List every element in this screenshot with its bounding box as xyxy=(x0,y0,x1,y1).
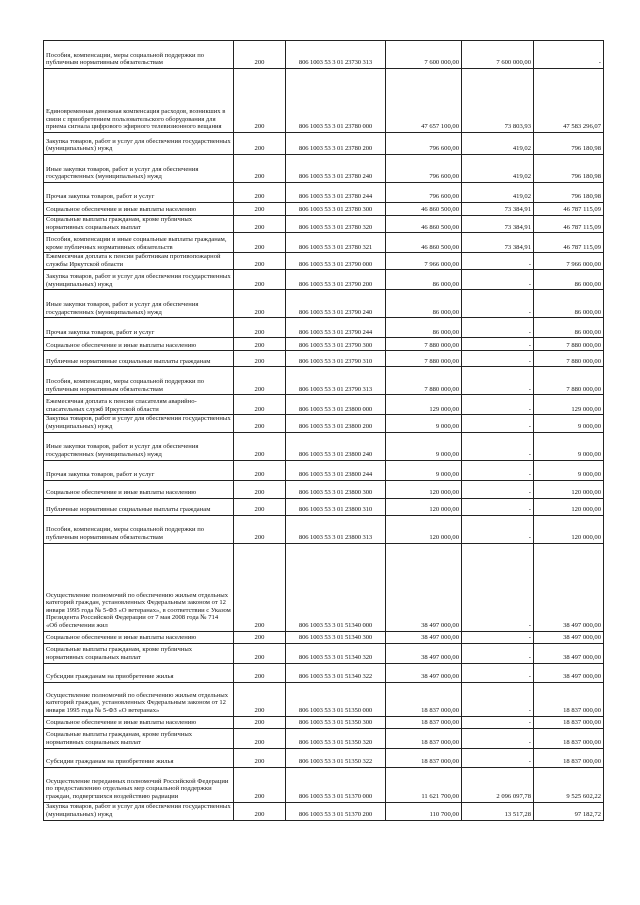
budget-classification-code-cell: 806 1003 53 3 01 51370 200 xyxy=(286,802,386,820)
remaining-amount-cell: 796 180,98 xyxy=(534,183,604,203)
budget-classification-code-cell: 806 1003 53 3 01 51350 320 xyxy=(286,728,386,748)
line-code-cell: 200 xyxy=(234,643,286,663)
table-row xyxy=(44,415,604,432)
table-row xyxy=(44,155,604,183)
budget-classification-code-cell: 806 1003 53 3 01 23800 313 xyxy=(286,515,386,543)
expense-name-cell: Социальные выплаты гражданам, кроме публичных нормативных социальных выплат xyxy=(44,728,234,748)
remaining-amount-cell: 9 000,00 xyxy=(534,432,604,460)
line-code-cell: 200 xyxy=(234,415,286,432)
line-code-cell: 200 xyxy=(234,395,286,415)
line-code-cell: 200 xyxy=(234,270,286,290)
line-code-cell: 200 xyxy=(234,432,286,460)
line-code-cell: 200 xyxy=(234,748,286,767)
remaining-amount-cell: 86 000,00 xyxy=(534,270,604,290)
remaining-amount-cell: 38 497 000,00 xyxy=(534,643,604,663)
expense-name-cell: Социальное обеспечение и иные выплаты населению xyxy=(44,480,234,498)
executed-amount-cell: - xyxy=(462,460,534,480)
budget-classification-code-cell: 806 1003 53 3 01 23790 240 xyxy=(286,290,386,318)
executed-amount-cell: - xyxy=(462,543,534,631)
expense-name-cell: Социальные выплаты гражданам, кроме публичных нормативных социальных выплат xyxy=(44,643,234,663)
approved-amount-cell: 18 837 000,00 xyxy=(386,728,462,748)
remaining-amount-cell: 120 000,00 xyxy=(534,498,604,515)
line-code-cell: 200 xyxy=(234,69,286,133)
expense-name-cell: Социальное обеспечение и иные выплаты населению xyxy=(44,338,234,351)
approved-amount-cell: 7 880 000,00 xyxy=(386,351,462,367)
table-body xyxy=(44,41,604,821)
expense-name-cell: Осуществление переданных полномочий Российской Федерации по предоставлению отдельных мер социальной поддержки граждан, подвергшихся воздействию радиации xyxy=(44,767,234,802)
remaining-amount-cell: 9 000,00 xyxy=(534,460,604,480)
approved-amount-cell: 11 621 700,00 xyxy=(386,767,462,802)
table-row xyxy=(44,631,604,643)
table-row xyxy=(44,543,604,631)
expense-name-cell: Пособия, компенсации и иные социальные выплаты гражданам, кроме публичных нормативных обязательств xyxy=(44,233,234,253)
expense-name-cell: Прочая закупка товаров, работ и услуг xyxy=(44,318,234,338)
budget-classification-code-cell: 806 1003 53 3 01 51350 322 xyxy=(286,748,386,767)
table-row xyxy=(44,748,604,767)
line-code-cell: 200 xyxy=(234,515,286,543)
budget-classification-code-cell: 806 1003 53 3 01 23790 313 xyxy=(286,367,386,395)
approved-amount-cell: 796 600,00 xyxy=(386,133,462,155)
table-row xyxy=(44,290,604,318)
approved-amount-cell: 120 000,00 xyxy=(386,498,462,515)
budget-classification-code-cell: 806 1003 53 3 01 23800 310 xyxy=(286,498,386,515)
budget-classification-code-cell: 806 1003 53 3 01 23790 310 xyxy=(286,351,386,367)
executed-amount-cell: - xyxy=(462,367,534,395)
expense-name-cell: Публичные нормативные социальные выплаты гражданам xyxy=(44,498,234,515)
budget-classification-code-cell: 806 1003 53 3 01 23780 200 xyxy=(286,133,386,155)
budget-classification-code-cell: 806 1003 53 3 01 51350 000 xyxy=(286,682,386,716)
executed-amount-cell: 2 096 097,78 xyxy=(462,767,534,802)
executed-amount-cell: - xyxy=(462,663,534,682)
line-code-cell: 200 xyxy=(234,290,286,318)
remaining-amount-cell: 9 525 602,22 xyxy=(534,767,604,802)
expense-name-cell: Субсидии гражданам на приобретение жилья xyxy=(44,748,234,767)
approved-amount-cell: 38 497 000,00 xyxy=(386,543,462,631)
line-code-cell: 200 xyxy=(234,253,286,270)
expense-name-cell: Иные закупки товаров, работ и услуг для обеспечения государственных (муниципальных) нужд xyxy=(44,432,234,460)
line-code-cell: 200 xyxy=(234,460,286,480)
approved-amount-cell: 796 600,00 xyxy=(386,155,462,183)
budget-classification-code-cell: 806 1003 53 3 01 23780 320 xyxy=(286,216,386,233)
expense-name-cell: Публичные нормативные социальные выплаты гражданам xyxy=(44,351,234,367)
expense-name-cell: Прочая закупка товаров, работ и услуг xyxy=(44,460,234,480)
approved-amount-cell: 46 860 500,00 xyxy=(386,216,462,233)
line-code-cell: 200 xyxy=(234,133,286,155)
expense-name-cell: Ежемесячная доплата к пенсии работникам противопожарной службы Иркутской области xyxy=(44,253,234,270)
line-code-cell: 200 xyxy=(234,183,286,203)
approved-amount-cell: 38 497 000,00 xyxy=(386,663,462,682)
budget-classification-code-cell: 806 1003 53 3 01 23790 300 xyxy=(286,338,386,351)
line-code-cell: 200 xyxy=(234,663,286,682)
executed-amount-cell: - xyxy=(462,682,534,716)
line-code-cell: 200 xyxy=(234,318,286,338)
budget-execution-table-page xyxy=(43,40,603,821)
budget-classification-code-cell: 806 1003 53 3 01 23800 300 xyxy=(286,480,386,498)
executed-amount-cell: 419,02 xyxy=(462,155,534,183)
table-row xyxy=(44,682,604,716)
table-row xyxy=(44,767,604,802)
remaining-amount-cell: 18 837 000,00 xyxy=(534,682,604,716)
budget-classification-code-cell: 806 1003 53 3 01 23730 313 xyxy=(286,41,386,69)
table-row xyxy=(44,133,604,155)
remaining-amount-cell: 120 000,00 xyxy=(534,515,604,543)
executed-amount-cell: - xyxy=(462,480,534,498)
budget-classification-code-cell: 806 1003 53 3 01 51340 300 xyxy=(286,631,386,643)
budget-classification-code-cell: 806 1003 53 3 01 23800 000 xyxy=(286,395,386,415)
approved-amount-cell: 129 000,00 xyxy=(386,395,462,415)
budget-classification-code-cell: 806 1003 53 3 01 51340 000 xyxy=(286,543,386,631)
table-row xyxy=(44,367,604,395)
remaining-amount-cell: 47 583 296,07 xyxy=(534,69,604,133)
expense-name-cell: Социальное обеспечение и иные выплаты населению xyxy=(44,716,234,728)
line-code-cell: 200 xyxy=(234,682,286,716)
budget-classification-code-cell: 806 1003 53 3 01 23780 240 xyxy=(286,155,386,183)
remaining-amount-cell: 86 000,00 xyxy=(534,290,604,318)
budget-classification-code-cell: 806 1003 53 3 01 51340 322 xyxy=(286,663,386,682)
line-code-cell: 200 xyxy=(234,41,286,69)
expense-name-cell: Социальное обеспечение и иные выплаты населению xyxy=(44,203,234,216)
expense-name-cell: Закупка товаров, работ и услуг для обеспечения государственных (муниципальных) нужд xyxy=(44,415,234,432)
budget-classification-code-cell: 806 1003 53 3 01 51340 320 xyxy=(286,643,386,663)
approved-amount-cell: 9 000,00 xyxy=(386,432,462,460)
remaining-amount-cell: 86 000,00 xyxy=(534,318,604,338)
executed-amount-cell: 73 384,91 xyxy=(462,216,534,233)
remaining-amount-cell: 38 497 000,00 xyxy=(534,663,604,682)
approved-amount-cell: 120 000,00 xyxy=(386,515,462,543)
approved-amount-cell: 38 497 000,00 xyxy=(386,643,462,663)
approved-amount-cell: 46 860 500,00 xyxy=(386,233,462,253)
executed-amount-cell: - xyxy=(462,351,534,367)
executed-amount-cell: - xyxy=(462,432,534,460)
remaining-amount-cell: 46 787 115,09 xyxy=(534,203,604,216)
budget-classification-code-cell: 806 1003 53 3 01 23800 200 xyxy=(286,415,386,432)
approved-amount-cell: 86 000,00 xyxy=(386,270,462,290)
executed-amount-cell: - xyxy=(462,748,534,767)
line-code-cell: 200 xyxy=(234,716,286,728)
budget-classification-code-cell: 806 1003 53 3 01 23790 000 xyxy=(286,253,386,270)
expense-name-cell: Пособия, компенсации, меры социальной поддержки по публичным нормативным обязательствам xyxy=(44,515,234,543)
expense-name-cell: Осуществление полномочий по обеспечению жильем отдельных категорий граждан, установленных Федеральным законом от 12 января 1995 года № 5-ФЗ «О ветеранах», в соответствии с Указом Президента Российской Федерации от 7 мая 2008 года № 714 «Об обеспечении жил xyxy=(44,543,234,631)
approved-amount-cell: 18 837 000,00 xyxy=(386,682,462,716)
table-row xyxy=(44,183,604,203)
executed-amount-cell: 7 600 000,00 xyxy=(462,41,534,69)
table-row xyxy=(44,460,604,480)
executed-amount-cell: 73 803,93 xyxy=(462,69,534,133)
budget-classification-code-cell: 806 1003 53 3 01 23800 244 xyxy=(286,460,386,480)
remaining-amount-cell: 46 787 115,09 xyxy=(534,233,604,253)
approved-amount-cell: 46 860 500,00 xyxy=(386,203,462,216)
approved-amount-cell: 38 497 000,00 xyxy=(386,631,462,643)
line-code-cell: 200 xyxy=(234,767,286,802)
table-row xyxy=(44,432,604,460)
expense-name-cell: Иные закупки товаров, работ и услуг для обеспечения государственных (муниципальных) нужд xyxy=(44,290,234,318)
table-row xyxy=(44,351,604,367)
executed-amount-cell: - xyxy=(462,631,534,643)
table-row xyxy=(44,270,604,290)
approved-amount-cell: 47 657 100,00 xyxy=(386,69,462,133)
table-row xyxy=(44,318,604,338)
table-row xyxy=(44,716,604,728)
executed-amount-cell: - xyxy=(462,253,534,270)
table-row xyxy=(44,338,604,351)
line-code-cell: 200 xyxy=(234,203,286,216)
budget-classification-code-cell: 806 1003 53 3 01 23800 240 xyxy=(286,432,386,460)
approved-amount-cell: 110 700,00 xyxy=(386,802,462,820)
expense-name-cell: Осуществление полномочий по обеспечению жильем отдельных категорий граждан, установленных Федеральным законом от 12 января 1995 года № 5-ФЗ «О ветеранах» xyxy=(44,682,234,716)
remaining-amount-cell: 7 880 000,00 xyxy=(534,338,604,351)
executed-amount-cell: - xyxy=(462,515,534,543)
approved-amount-cell: 7 880 000,00 xyxy=(386,367,462,395)
executed-amount-cell: 419,02 xyxy=(462,183,534,203)
remaining-amount-cell: 129 000,00 xyxy=(534,395,604,415)
executed-amount-cell: - xyxy=(462,498,534,515)
table-row xyxy=(44,515,604,543)
approved-amount-cell: 796 600,00 xyxy=(386,183,462,203)
remaining-amount-cell: 7 880 000,00 xyxy=(534,367,604,395)
remaining-amount-cell: 18 837 000,00 xyxy=(534,728,604,748)
approved-amount-cell: 9 000,00 xyxy=(386,460,462,480)
line-code-cell: 200 xyxy=(234,216,286,233)
budget-classification-code-cell: 806 1003 53 3 01 23780 244 xyxy=(286,183,386,203)
remaining-amount-cell: 7 966 000,00 xyxy=(534,253,604,270)
line-code-cell: 200 xyxy=(234,631,286,643)
remaining-amount-cell: 38 497 000,00 xyxy=(534,543,604,631)
expense-name-cell: Единовременная денежная компенсация расходов, возникших в связи с приобретением пользовательского оборудования для приема сигнала цифрового эфирного телевизионного вещания xyxy=(44,69,234,133)
remaining-amount-cell: 9 000,00 xyxy=(534,415,604,432)
expense-name-cell: Социальные выплаты гражданам, кроме публичных нормативных социальных выплат xyxy=(44,216,234,233)
approved-amount-cell: 7 966 000,00 xyxy=(386,253,462,270)
executed-amount-cell: - xyxy=(462,728,534,748)
executed-amount-cell: 419,02 xyxy=(462,133,534,155)
table-row xyxy=(44,203,604,216)
table-row xyxy=(44,395,604,415)
executed-amount-cell: - xyxy=(462,270,534,290)
table-row xyxy=(44,41,604,69)
line-code-cell: 200 xyxy=(234,802,286,820)
approved-amount-cell: 86 000,00 xyxy=(386,318,462,338)
table-row xyxy=(44,480,604,498)
executed-amount-cell: - xyxy=(462,318,534,338)
expense-name-cell: Закупка товаров, работ и услуг для обеспечения государственных (муниципальных) нужд xyxy=(44,802,234,820)
budget-classification-code-cell: 806 1003 53 3 01 23780 000 xyxy=(286,69,386,133)
expense-name-cell: Закупка товаров, работ и услуг для обеспечения государственных (муниципальных) нужд xyxy=(44,270,234,290)
expense-name-cell: Пособия, компенсации, меры социальной поддержки по публичным нормативным обязательствам xyxy=(44,41,234,69)
budget-execution-table xyxy=(43,40,604,821)
approved-amount-cell: 18 837 000,00 xyxy=(386,716,462,728)
line-code-cell: 200 xyxy=(234,351,286,367)
executed-amount-cell: - xyxy=(462,395,534,415)
remaining-amount-cell: 796 180,98 xyxy=(534,133,604,155)
budget-classification-code-cell: 806 1003 53 3 01 51350 300 xyxy=(286,716,386,728)
budget-classification-code-cell: 806 1003 53 3 01 23780 321 xyxy=(286,233,386,253)
expense-name-cell: Пособия, компенсации, меры социальной поддержки по публичным нормативным обязательствам xyxy=(44,367,234,395)
table-row xyxy=(44,728,604,748)
remaining-amount-cell: 18 837 000,00 xyxy=(534,716,604,728)
line-code-cell: 200 xyxy=(234,543,286,631)
remaining-amount-cell: 7 880 000,00 xyxy=(534,351,604,367)
line-code-cell: 200 xyxy=(234,728,286,748)
remaining-amount-cell: - xyxy=(534,41,604,69)
table-row xyxy=(44,643,604,663)
budget-classification-code-cell: 806 1003 53 3 01 23790 200 xyxy=(286,270,386,290)
executed-amount-cell: 73 384,91 xyxy=(462,233,534,253)
table-row xyxy=(44,802,604,820)
remaining-amount-cell: 97 182,72 xyxy=(534,802,604,820)
budget-classification-code-cell: 806 1003 53 3 01 51370 000 xyxy=(286,767,386,802)
table-row xyxy=(44,216,604,233)
expense-name-cell: Иные закупки товаров, работ и услуг для обеспечения государственных (муниципальных) нужд xyxy=(44,155,234,183)
remaining-amount-cell: 46 787 115,09 xyxy=(534,216,604,233)
line-code-cell: 200 xyxy=(234,233,286,253)
line-code-cell: 200 xyxy=(234,480,286,498)
approved-amount-cell: 18 837 000,00 xyxy=(386,748,462,767)
executed-amount-cell: - xyxy=(462,338,534,351)
executed-amount-cell: - xyxy=(462,716,534,728)
budget-classification-code-cell: 806 1003 53 3 01 23780 300 xyxy=(286,203,386,216)
table-row xyxy=(44,498,604,515)
approved-amount-cell: 7 600 000,00 xyxy=(386,41,462,69)
table-row xyxy=(44,253,604,270)
expense-name-cell: Ежемесячная доплата к пенсии спасателям аварийно-спасательных служб Иркутской области xyxy=(44,395,234,415)
remaining-amount-cell: 120 000,00 xyxy=(534,480,604,498)
expense-name-cell: Закупка товаров, работ и услуг для обеспечения государственных (муниципальных) нужд xyxy=(44,133,234,155)
executed-amount-cell: - xyxy=(462,290,534,318)
line-code-cell: 200 xyxy=(234,338,286,351)
table-row xyxy=(44,69,604,133)
expense-name-cell: Прочая закупка товаров, работ и услуг xyxy=(44,183,234,203)
approved-amount-cell: 86 000,00 xyxy=(386,290,462,318)
remaining-amount-cell: 18 837 000,00 xyxy=(534,748,604,767)
line-code-cell: 200 xyxy=(234,498,286,515)
budget-classification-code-cell: 806 1003 53 3 01 23790 244 xyxy=(286,318,386,338)
executed-amount-cell: - xyxy=(462,643,534,663)
approved-amount-cell: 120 000,00 xyxy=(386,480,462,498)
executed-amount-cell: 73 384,91 xyxy=(462,203,534,216)
table-row xyxy=(44,663,604,682)
expense-name-cell: Субсидии гражданам на приобретение жилья xyxy=(44,663,234,682)
approved-amount-cell: 7 880 000,00 xyxy=(386,338,462,351)
line-code-cell: 200 xyxy=(234,155,286,183)
expense-name-cell: Социальное обеспечение и иные выплаты населению xyxy=(44,631,234,643)
remaining-amount-cell: 796 180,98 xyxy=(534,155,604,183)
executed-amount-cell: - xyxy=(462,415,534,432)
table-row xyxy=(44,233,604,253)
approved-amount-cell: 9 000,00 xyxy=(386,415,462,432)
executed-amount-cell: 13 517,28 xyxy=(462,802,534,820)
remaining-amount-cell: 38 497 000,00 xyxy=(534,631,604,643)
line-code-cell: 200 xyxy=(234,367,286,395)
